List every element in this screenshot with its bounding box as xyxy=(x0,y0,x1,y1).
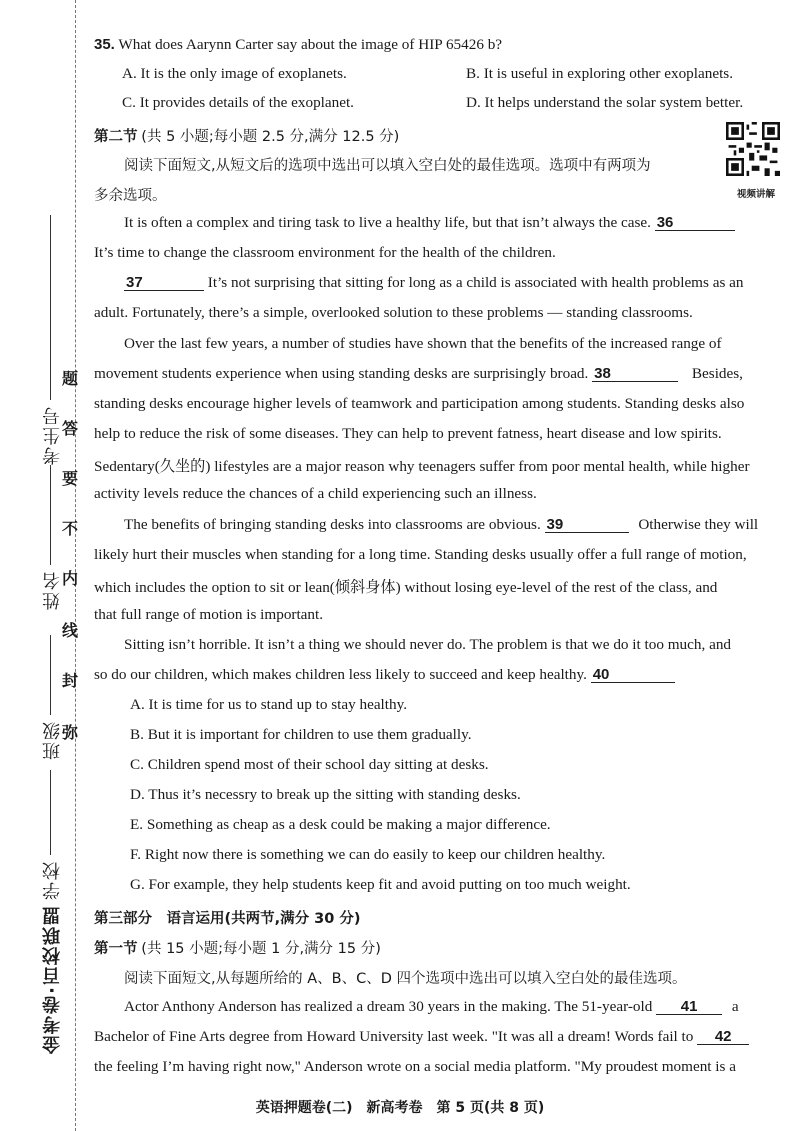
blank-40[interactable]: 40 xyxy=(591,667,675,683)
section2-info: (共 5 小题;每小题 2.5 分,满分 12.5 分) xyxy=(141,129,400,145)
alliance-label: 金考卷·百校联盟 xyxy=(42,905,63,1054)
passage-line: the feeling I’m having right now," Anderson wrote on a social media platform. "My proudest moment is a xyxy=(94,1058,736,1075)
page-footer: 英语押题卷(二) 新高考卷 第 5 页(共 8 页) xyxy=(255,1100,545,1116)
seal-char-1: 弥 xyxy=(62,723,79,742)
id-write-line xyxy=(50,215,51,400)
seal-char-6: 要 xyxy=(62,469,79,488)
class-label: 班级 xyxy=(42,720,63,760)
student-id-label: 考生号 xyxy=(42,405,63,465)
q35-option-d: D. It helps understand the solar system better. xyxy=(466,94,744,111)
passage-line: It’s time to change the classroom environment for the health of the children. xyxy=(94,244,556,261)
blank-38[interactable]: 38 xyxy=(592,366,678,382)
part3-instruction: 阅读下面短文,从每题所给的 A、B、C、D 四个选项中选出可以填入空白处的最佳选项。 xyxy=(124,971,687,987)
q35-option-b: B. It is useful in exploring other exoplanets. xyxy=(466,65,733,82)
blank-41[interactable]: 41 xyxy=(656,999,722,1015)
section2-heading xyxy=(94,125,399,146)
seal-char-2: 封 xyxy=(62,671,79,690)
blank-42[interactable]: 42 xyxy=(697,1029,749,1045)
passage-line: which includes the option to sit or lean(倾斜身体) without losing eye-level of the rest of the class, and xyxy=(94,579,718,596)
qr-caption: 视频讲解 xyxy=(736,189,775,200)
passage-line: help to reduce the risk of some diseases. They can help to prevent fatness, heart disease and low spirits. xyxy=(94,425,722,442)
passage-line: likely hurt their muscles when standing for a long time. Standing desks usually offer a full range of motion, xyxy=(94,546,747,563)
option-b: B. But it is important for children to use them gradually. xyxy=(130,726,472,743)
q35-option-a: A. It is the only image of exoplanets. xyxy=(122,65,347,82)
part3-title: 第三部分 语言运用(共两节,满分 30 分) xyxy=(94,911,361,927)
passage-line: so do our children, which makes children less likely to succeed and keep healthy. 40 xyxy=(94,666,675,684)
school-write-line xyxy=(50,770,51,855)
passage-line: activity levels reduce the chances of a child experiencing such an illness. xyxy=(94,485,537,502)
passage-line: Sitting isn’t horrible. It isn’t a thing we should never do. The problem is that we do it too much, and xyxy=(124,636,732,653)
name-write-line xyxy=(50,465,51,565)
passage-line: Actor Anthony Anderson has realized a dream 30 years in the making. The 51-year-old 41 a xyxy=(124,998,739,1015)
question-text: What does Aarynn Carter say about the image of HIP 65426 b? xyxy=(118,36,503,53)
class-write-line xyxy=(50,635,51,715)
option-f: F. Right now there is something we can do easily to keep our children healthy. xyxy=(130,846,606,863)
passage-line: Bachelor of Fine Arts degree from Howard University last week. "It was all a dream! Words fail to 42 xyxy=(94,1028,749,1046)
passage-line: Sedentary(久坐的) lifestyles are a major reason why teenagers suffer from poor mental health, while higher xyxy=(94,458,750,475)
section2-title: 第二节 xyxy=(94,129,138,145)
passage-line: adult. Fortunately, there’s a simple, overlooked solution to these problems — standing classrooms. xyxy=(94,304,693,321)
q35-option-c: C. It provides details of the exoplanet. xyxy=(122,94,354,111)
seal-char-8: 题 xyxy=(62,369,79,388)
passage-line: It is often a complex and tiring task to live a healthy life, but that isn’t always the case. 36 xyxy=(124,214,735,232)
option-d: D. Thus it’s necessry to break up the sitting with standing desks. xyxy=(130,786,521,803)
seal-char-7: 答 xyxy=(62,419,79,438)
question-35 xyxy=(94,36,502,54)
part3-section1-heading: 第一节 (共 15 小题;每小题 1 分,满分 15 分) xyxy=(94,941,381,957)
blank-36[interactable]: 36 xyxy=(655,215,735,231)
school-label: 学校 xyxy=(42,860,63,900)
passage-line: movement students experience when using standing desks are surprisingly broad. 38 Besides, xyxy=(94,365,743,382)
passage-line: The benefits of bringing standing desks into classrooms are obvious. 39 Otherwise they will xyxy=(124,516,759,533)
passage-line: 37 It’s not surprising that sitting for long as a child is associated with health problems as an xyxy=(126,274,744,291)
seal-char-3: 线 xyxy=(62,621,79,640)
blank-37[interactable]: 37 xyxy=(124,275,204,291)
seal-char-5: 不 xyxy=(62,519,79,538)
option-c: C. Children spend most of their school day sitting at desks. xyxy=(130,756,489,773)
question-number: 35. xyxy=(94,36,115,53)
section2-instruction: 阅读下面短文,从短文后的选项中选出可以填入空白处的最佳选项。选项中有两项为 xyxy=(124,158,651,174)
option-a: A. It is time for us to stand up to stay healthy. xyxy=(130,696,407,713)
section2-instruction-cont: 多余选项。 xyxy=(94,188,167,204)
passage-line: that full range of motion is important. xyxy=(94,606,324,623)
name-label: 姓名 xyxy=(42,570,63,610)
seal-char-4: 内 xyxy=(62,569,79,588)
option-g: G. For example, they help students keep fit and avoid putting on too much weight. xyxy=(130,876,631,893)
qr-code-icon[interactable] xyxy=(726,122,780,176)
passage-line: standing desks encourage higher levels of teamwork and participation among students. Standing desks also xyxy=(94,395,745,412)
binding-margin xyxy=(0,0,90,1131)
option-e: E. Something as cheap as a desk could be making a major difference. xyxy=(130,816,551,833)
passage-line: Over the last few years, a number of studies have shown that the benefits of the increased range of xyxy=(124,335,722,352)
blank-39[interactable]: 39 xyxy=(545,517,629,533)
